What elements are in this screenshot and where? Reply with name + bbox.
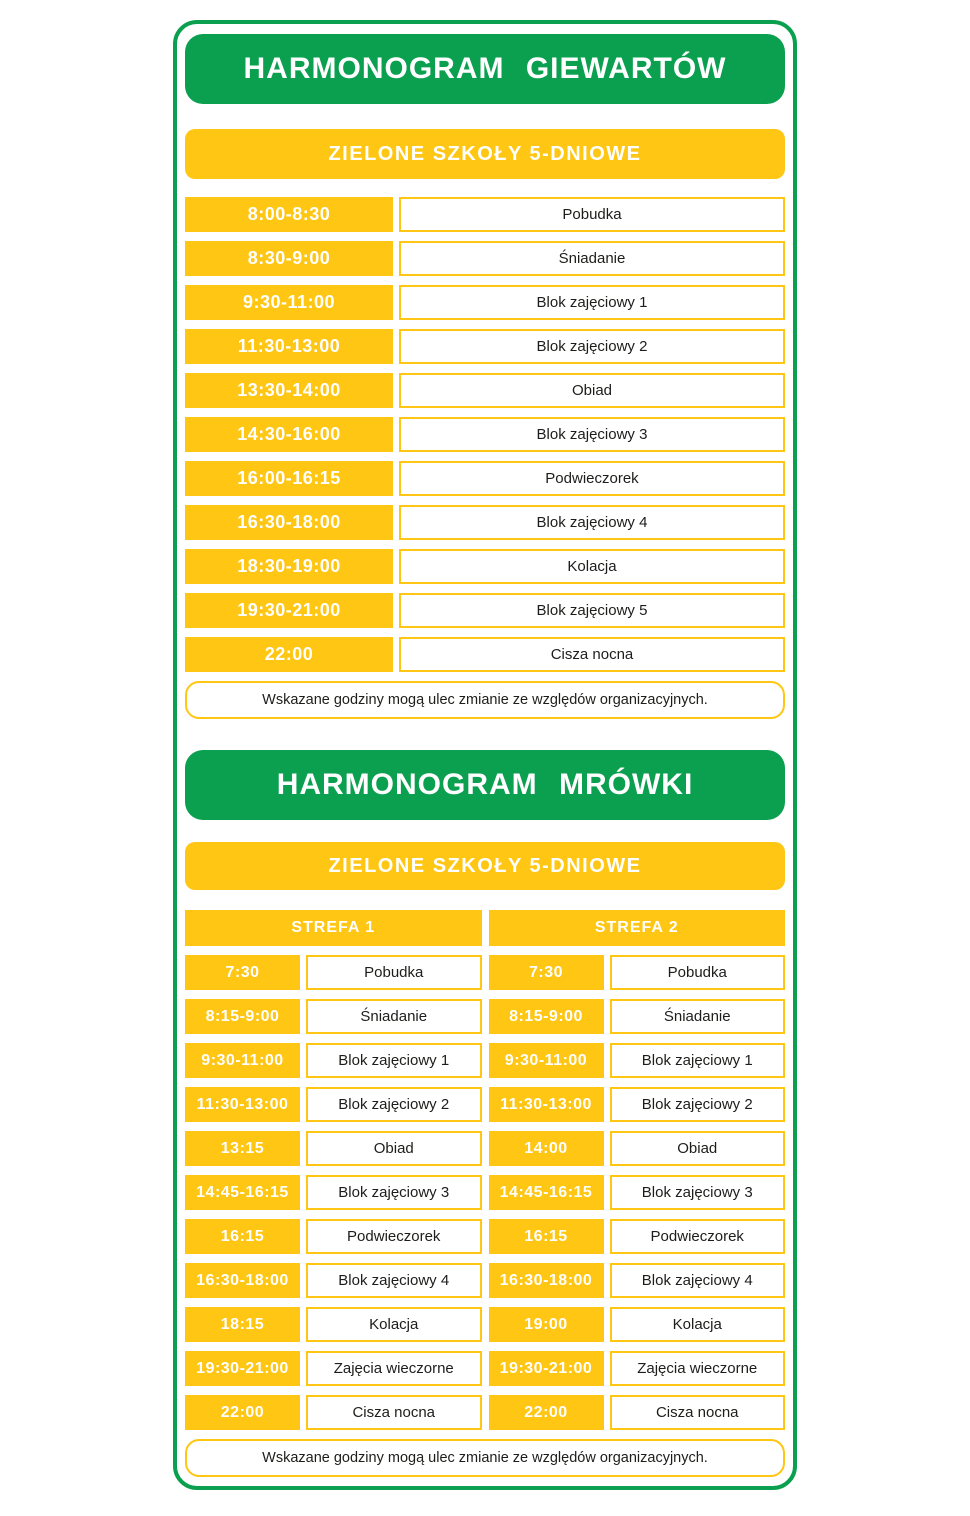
time-cell: 16:30-18:00 — [489, 1263, 604, 1298]
section-subtitle: ZIELONE SZKOŁY 5-DNIOWE — [328, 142, 642, 165]
activity-cell: Blok zajęciowy 2 — [610, 1087, 786, 1122]
activity-cell: Podwieczorek — [306, 1219, 482, 1254]
activity-cell: Obiad — [399, 373, 785, 408]
schedule-table — [185, 197, 785, 672]
time-cell: 13:15 — [185, 1131, 300, 1166]
time-cell: 22:00 — [185, 1395, 300, 1430]
activity-cell: Kolacja — [399, 549, 785, 584]
time-cell: 19:00 — [489, 1307, 604, 1342]
time-cell: 8:30-9:00 — [185, 241, 393, 276]
activity-cell: Cisza nocna — [399, 637, 785, 672]
section-subtitle-bar — [185, 129, 785, 179]
schedule-table — [185, 955, 482, 1430]
activity-cell: Blok zajęciowy 2 — [399, 329, 785, 364]
activity-cell: Blok zajęciowy 1 — [306, 1043, 482, 1078]
zone-column-strefa-2 — [489, 910, 786, 1430]
activity-cell: Podwieczorek — [610, 1219, 786, 1254]
time-cell: 9:30-11:00 — [489, 1043, 604, 1078]
section-mrowki — [185, 750, 785, 1477]
time-cell: 8:15-9:00 — [489, 999, 604, 1034]
time-cell: 16:30-18:00 — [185, 505, 393, 540]
time-cell: 8:15-9:00 — [185, 999, 300, 1034]
schedule-table — [489, 955, 786, 1430]
activity-cell: Blok zajęciowy 5 — [399, 593, 785, 628]
activity-cell: Blok zajęciowy 2 — [306, 1087, 482, 1122]
activity-cell: Blok zajęciowy 4 — [399, 505, 785, 540]
activity-cell: Śniadanie — [399, 241, 785, 276]
time-cell: 14:30-16:00 — [185, 417, 393, 452]
activity-cell: Podwieczorek — [399, 461, 785, 496]
activity-cell: Kolacja — [306, 1307, 482, 1342]
zone-header-label: STREFA 2 — [594, 919, 679, 936]
activity-cell: Blok zajęciowy 1 — [610, 1043, 786, 1078]
time-cell: 9:30-11:00 — [185, 1043, 300, 1078]
time-cell: 14:45-16:15 — [489, 1175, 604, 1210]
time-cell: 14:45-16:15 — [185, 1175, 300, 1210]
activity-cell: Pobudka — [610, 955, 786, 990]
section-title: HARMONOGRAM GIEWARTÓW — [243, 52, 727, 85]
activity-cell: Pobudka — [306, 955, 482, 990]
section-subtitle: ZIELONE SZKOŁY 5-DNIOWE — [328, 854, 642, 877]
time-cell: 16:15 — [185, 1219, 300, 1254]
section-title-bar — [185, 34, 785, 104]
section-title: HARMONOGRAM MRÓWKI — [276, 768, 694, 801]
time-cell: 16:00-16:15 — [185, 461, 393, 496]
activity-cell: Obiad — [610, 1131, 786, 1166]
activity-cell: Cisza nocna — [306, 1395, 482, 1430]
activity-cell: Blok zajęciowy 3 — [610, 1175, 786, 1210]
time-cell: 8:00-8:30 — [185, 197, 393, 232]
activity-cell: Blok zajęciowy 4 — [610, 1263, 786, 1298]
activity-cell: Śniadanie — [306, 999, 482, 1034]
time-cell: 14:00 — [489, 1131, 604, 1166]
section-subtitle-bar — [185, 842, 785, 890]
time-cell: 22:00 — [185, 637, 393, 672]
zone-header-label: STREFA 1 — [291, 919, 376, 936]
schedule-poster — [173, 20, 797, 1490]
time-cell: 11:30-13:00 — [489, 1087, 604, 1122]
activity-cell: Cisza nocna — [610, 1395, 786, 1430]
time-cell: 19:30-21:00 — [489, 1351, 604, 1386]
time-cell: 22:00 — [489, 1395, 604, 1430]
zone-header — [185, 910, 482, 946]
zone-header — [489, 910, 786, 946]
time-cell: 7:30 — [489, 955, 604, 990]
activity-cell: Obiad — [306, 1131, 482, 1166]
time-cell: 13:30-14:00 — [185, 373, 393, 408]
activity-cell: Śniadanie — [610, 999, 786, 1034]
time-cell: 11:30-13:00 — [185, 329, 393, 364]
time-cell: 11:30-13:00 — [185, 1087, 300, 1122]
schedule-note-text: Wskazane godziny mogą ulec zmianie ze względów organizacyjnych. — [262, 692, 708, 708]
activity-cell: Zajęcia wieczorne — [306, 1351, 482, 1386]
time-cell: 16:15 — [489, 1219, 604, 1254]
time-cell: 9:30-11:00 — [185, 285, 393, 320]
activity-cell: Kolacja — [610, 1307, 786, 1342]
section-title-bar — [185, 750, 785, 820]
time-cell: 18:15 — [185, 1307, 300, 1342]
time-cell: 7:30 — [185, 955, 300, 990]
zones-container — [185, 910, 785, 1430]
activity-cell: Pobudka — [399, 197, 785, 232]
activity-cell: Zajęcia wieczorne — [610, 1351, 786, 1386]
schedule-note — [185, 681, 785, 719]
schedule-note — [185, 1439, 785, 1477]
schedule-note-text: Wskazane godziny mogą ulec zmianie ze względów organizacyjnych. — [262, 1450, 708, 1466]
zone-column-strefa-1 — [185, 910, 482, 1430]
section-giewartow — [185, 34, 785, 719]
time-cell: 16:30-18:00 — [185, 1263, 300, 1298]
activity-cell: Blok zajęciowy 3 — [399, 417, 785, 452]
activity-cell: Blok zajęciowy 1 — [399, 285, 785, 320]
activity-cell: Blok zajęciowy 3 — [306, 1175, 482, 1210]
time-cell: 19:30-21:00 — [185, 593, 393, 628]
activity-cell: Blok zajęciowy 4 — [306, 1263, 482, 1298]
time-cell: 18:30-19:00 — [185, 549, 393, 584]
time-cell: 19:30-21:00 — [185, 1351, 300, 1386]
